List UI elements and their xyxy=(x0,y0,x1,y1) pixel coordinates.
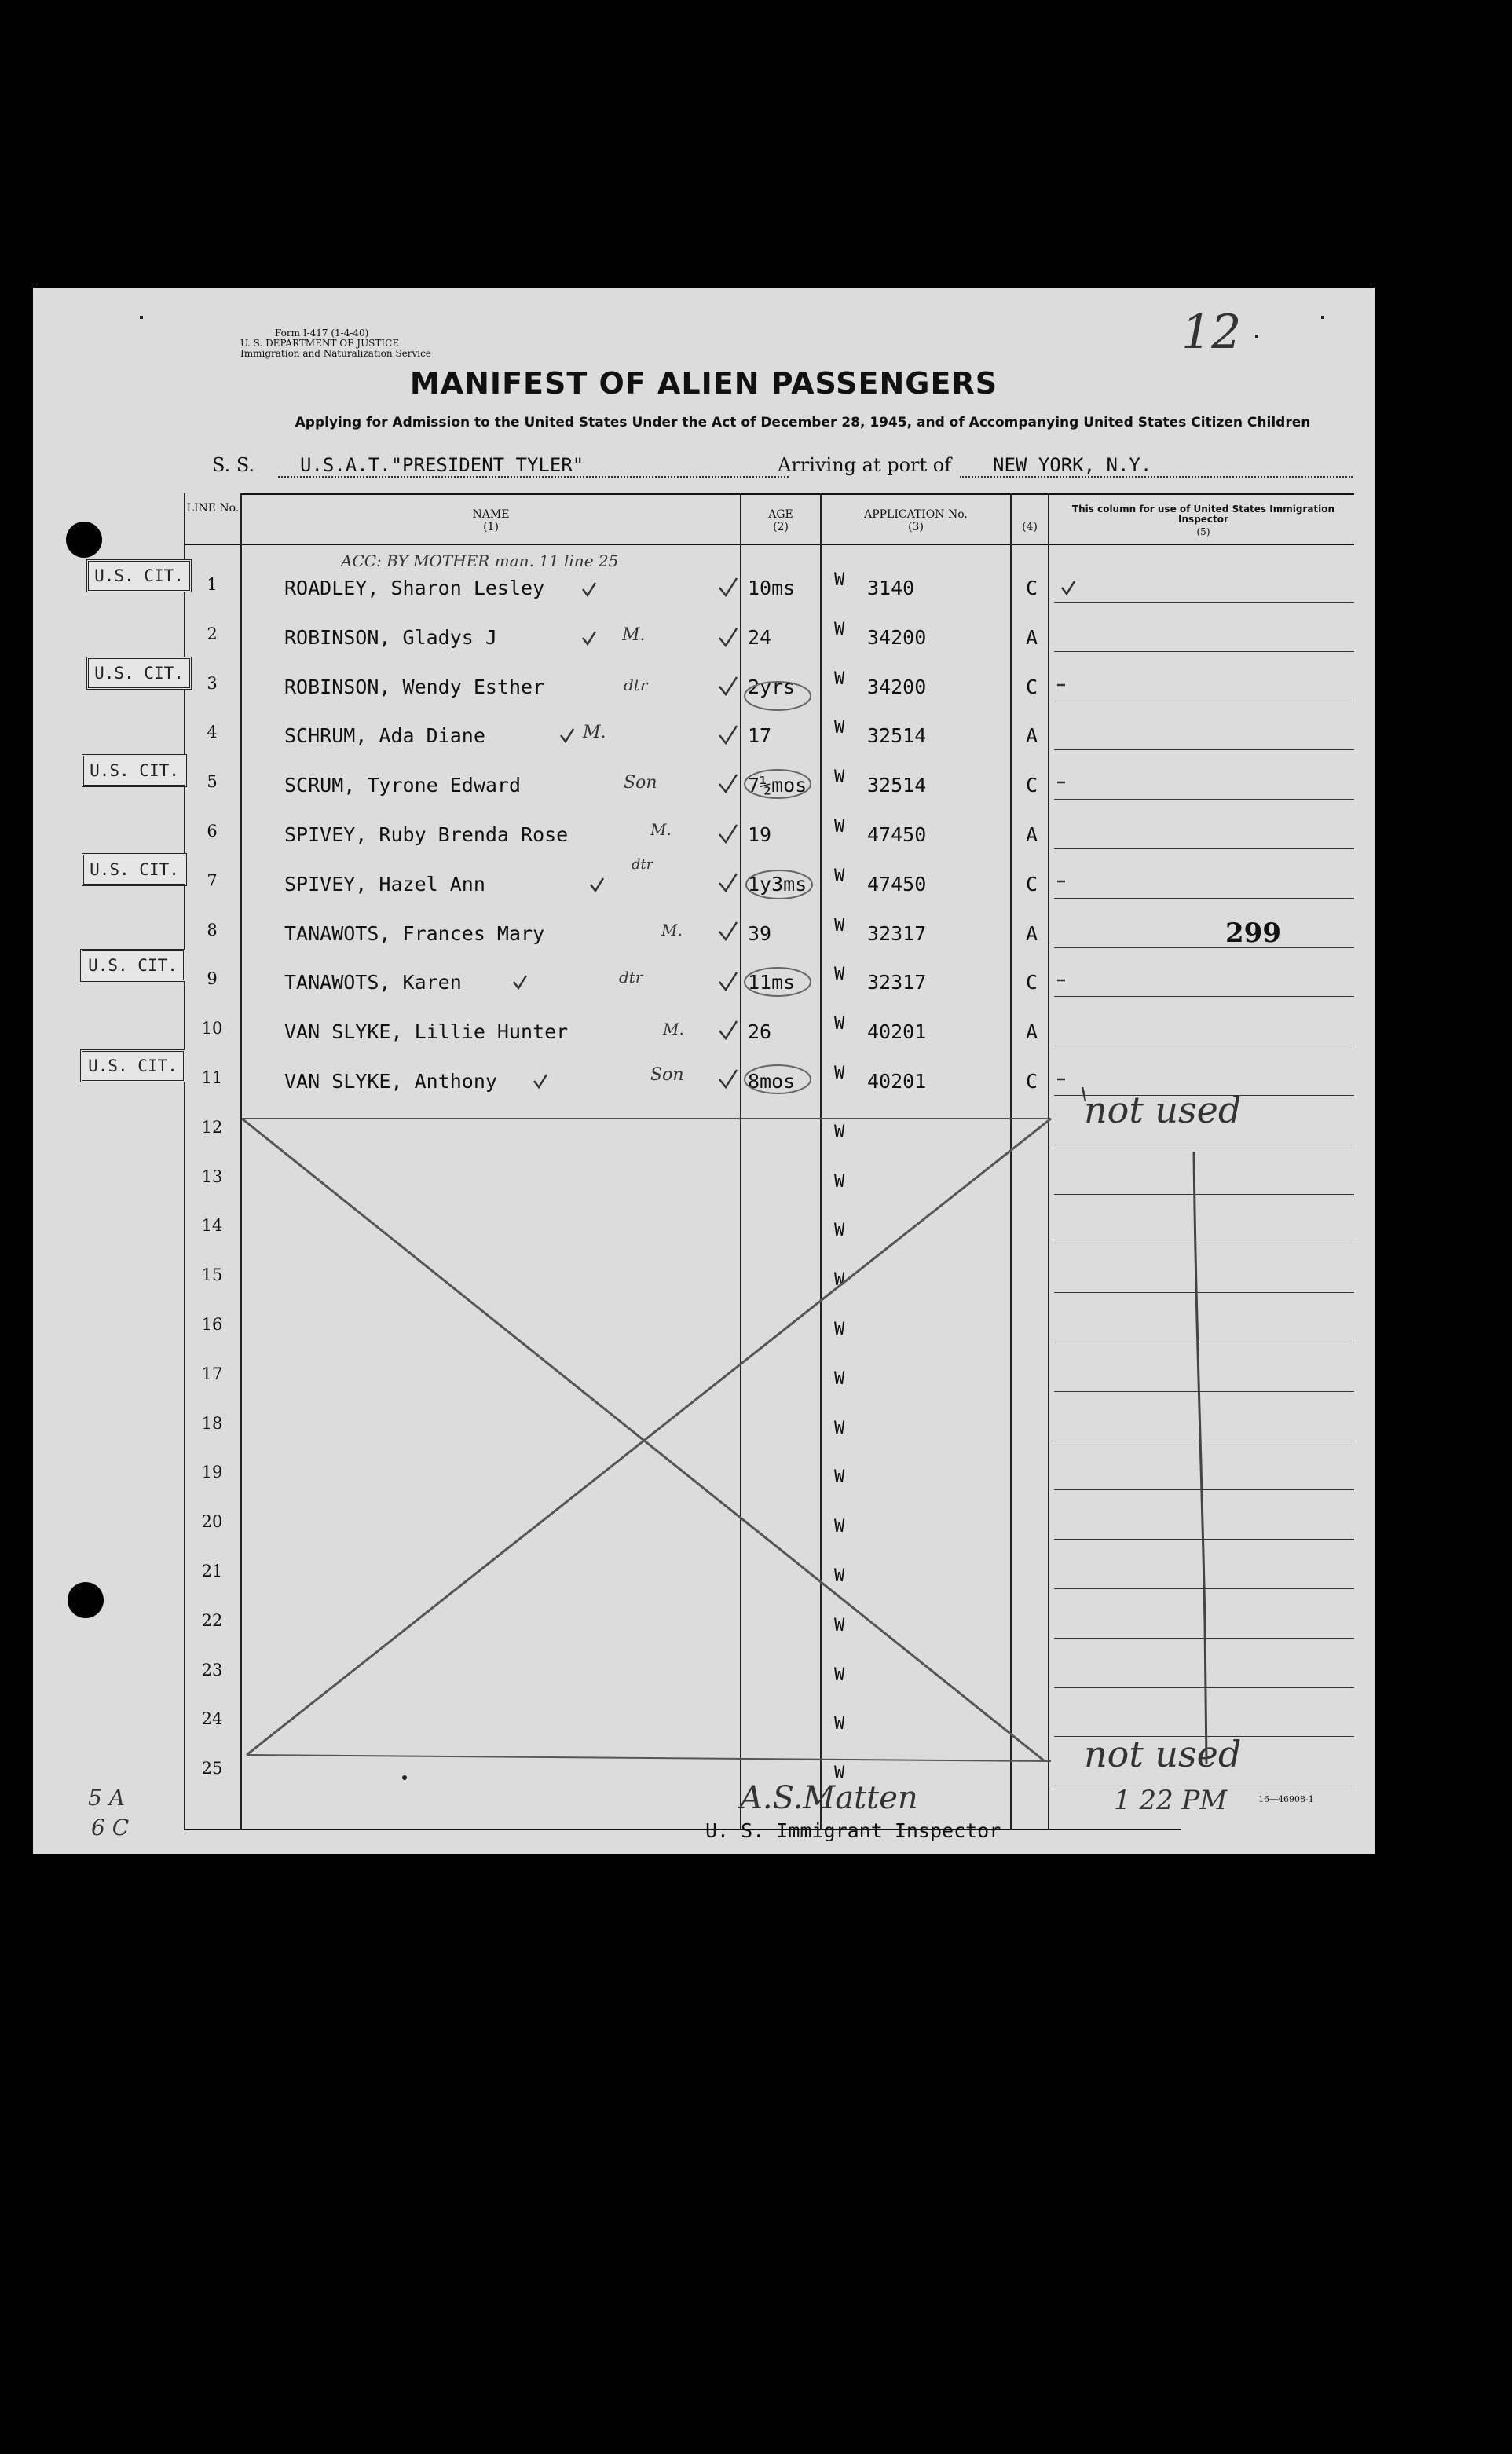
inspector-strike-line xyxy=(1194,1152,1206,1764)
passenger-name: TANAWOTS, Karen xyxy=(284,971,462,994)
tally-children: 6 C xyxy=(91,1815,130,1840)
relation-son-mark: Son xyxy=(650,1065,684,1085)
application-number: 34200 xyxy=(867,625,927,649)
cross-out-bottom xyxy=(247,1755,1051,1761)
line-number: 2 xyxy=(207,624,218,643)
admission-class: A xyxy=(1026,823,1038,846)
line-number: 24 xyxy=(201,1709,223,1729)
admission-class: C xyxy=(1026,675,1038,698)
application-prefix: W xyxy=(834,1221,845,1241)
manifest-document xyxy=(33,288,1375,1854)
passenger-name: VAN SLYKE, Anthony xyxy=(284,1070,497,1093)
application-prefix: W xyxy=(834,1014,845,1035)
application-prefix: W xyxy=(834,1615,845,1635)
line-number: 12 xyxy=(201,1117,223,1137)
line-number: 9 xyxy=(207,969,218,989)
line-number: 1 xyxy=(207,575,218,594)
passenger-count: 299 xyxy=(1225,918,1281,949)
line-number: 19 xyxy=(201,1463,223,1482)
relation-daughter-mark: dtr xyxy=(632,856,653,873)
application-prefix: W xyxy=(834,1714,845,1734)
line-number: 20 xyxy=(201,1512,223,1532)
admission-class: C xyxy=(1026,1070,1038,1093)
line-number: 25 xyxy=(201,1759,223,1778)
application-number: 47450 xyxy=(867,872,927,896)
passenger-age: 24 xyxy=(748,625,772,649)
form-department: U. S. DEPARTMENT OF JUSTICE xyxy=(240,338,400,349)
application-number: 32514 xyxy=(867,724,927,748)
application-prefix: W xyxy=(834,1517,845,1537)
not-used-note-bottom: not used xyxy=(1084,1733,1242,1775)
application-prefix: W xyxy=(834,1064,845,1083)
speck xyxy=(140,316,143,319)
line-number: 8 xyxy=(207,920,218,939)
line-number: 23 xyxy=(201,1660,223,1679)
passenger-age: 2yrs xyxy=(748,675,796,698)
form-service: Immigration and Naturalization Service xyxy=(240,348,431,359)
age-circle xyxy=(745,682,811,710)
passenger-age: 26 xyxy=(748,1020,772,1044)
us-cit-stamp: U.S. CIT. xyxy=(80,1049,185,1082)
application-prefix: W xyxy=(834,767,845,788)
us-cit-stamp: U.S. CIT. xyxy=(86,559,192,592)
tally-adults: 5 A xyxy=(88,1785,125,1811)
speck xyxy=(1255,335,1258,338)
us-cit-stamp: U.S. CIT. xyxy=(82,853,187,886)
passenger-name: ROBINSON, Gladys J xyxy=(284,625,497,649)
admission-class: C xyxy=(1026,774,1038,797)
passenger-age: 7½mos xyxy=(748,774,807,797)
line-number: 4 xyxy=(207,723,218,742)
admission-class: A xyxy=(1026,724,1038,748)
line-number: 14 xyxy=(201,1216,223,1236)
relation-son-mark: Son xyxy=(624,773,657,793)
passenger-name: SPIVEY, Hazel Ann xyxy=(284,872,485,896)
application-prefix: W xyxy=(834,1270,845,1291)
handwritten-markings xyxy=(33,288,1375,1854)
application-prefix: W xyxy=(834,1171,845,1192)
application-prefix: W xyxy=(834,1122,845,1142)
passenger-age: 11ms xyxy=(748,971,796,994)
relation-mother-mark: M. xyxy=(663,1020,684,1038)
header-name: NAME xyxy=(472,508,510,521)
port-name: NEW YORK, N.Y. xyxy=(993,454,1152,476)
passenger-name: SPIVEY, Ruby Brenda Rose xyxy=(284,823,569,846)
application-prefix: W xyxy=(834,1368,845,1389)
relation-daughter-mark: dtr xyxy=(624,676,648,694)
admission-class: C xyxy=(1026,577,1038,599)
form-number: Form I-417 (1-4-40) xyxy=(275,328,369,339)
passenger-age: 19 xyxy=(748,823,772,846)
passenger-age: 1y3ms xyxy=(748,872,807,896)
age-circle xyxy=(745,968,811,996)
line-number: 10 xyxy=(201,1019,223,1038)
line-number: 3 xyxy=(207,673,218,693)
application-number: 34200 xyxy=(867,675,927,698)
relation-mother-mark: M. xyxy=(650,820,672,839)
arrival-time: 1 22 PM xyxy=(1114,1785,1228,1816)
passenger-age: 17 xyxy=(748,724,772,748)
admission-class: C xyxy=(1026,872,1038,896)
header-name-num: (1) xyxy=(483,521,499,533)
us-cit-stamp: U.S. CIT. xyxy=(82,754,187,787)
print-code: 16—46908-1 xyxy=(1258,1794,1314,1804)
passenger-name: ROBINSON, Wendy Esther xyxy=(284,675,545,698)
admission-class: A xyxy=(1026,921,1038,945)
line-number: 22 xyxy=(201,1610,223,1630)
admission-class: A xyxy=(1026,1020,1038,1044)
application-prefix: W xyxy=(834,965,845,985)
line-number: 7 xyxy=(207,870,218,890)
application-prefix: W xyxy=(834,718,845,738)
passenger-name: TANAWOTS, Frances Mary xyxy=(284,921,545,945)
passenger-age: 39 xyxy=(748,921,772,945)
passenger-age: 8mos xyxy=(748,1070,796,1093)
line-number: 18 xyxy=(201,1413,223,1433)
application-prefix: W xyxy=(834,1320,845,1339)
application-number: 32514 xyxy=(867,774,927,797)
application-prefix: W xyxy=(834,570,845,590)
age-circle xyxy=(745,770,811,798)
inspector-signature: A.S.Matten xyxy=(740,1780,918,1816)
document-title: MANIFEST OF ALIEN PASSENGERS xyxy=(409,366,998,401)
application-prefix: W xyxy=(834,1665,845,1685)
application-number: 40201 xyxy=(867,1020,927,1044)
line-number: 6 xyxy=(207,822,218,841)
relation-mother-mark: M. xyxy=(583,723,606,742)
page-number: 12 xyxy=(1181,305,1242,360)
ship-name: U.S.A.T."PRESIDENT TYLER" xyxy=(300,454,584,476)
application-prefix: W xyxy=(834,866,845,886)
speck xyxy=(402,1775,407,1780)
line-number: 13 xyxy=(201,1167,223,1186)
application-number: 47450 xyxy=(867,823,927,846)
application-number: 40201 xyxy=(867,1070,927,1093)
application-prefix: W xyxy=(834,915,845,936)
application-prefix: W xyxy=(834,1764,845,1784)
passenger-name: SCHRUM, Ada Diane xyxy=(284,724,485,748)
application-prefix: W xyxy=(834,668,845,689)
port-label: Arriving at port of xyxy=(778,454,952,476)
speck xyxy=(1321,316,1324,319)
not-used-note-top: not used xyxy=(1084,1089,1242,1131)
application-number: 3140 xyxy=(867,577,915,599)
passenger-name: VAN SLYKE, Lillie Hunter xyxy=(284,1020,569,1044)
line-number: 15 xyxy=(201,1265,223,1285)
application-prefix: W xyxy=(834,1418,845,1438)
application-number: 32317 xyxy=(867,921,927,945)
relation-daughter-mark: dtr xyxy=(619,968,643,987)
passenger-age: 10ms xyxy=(748,577,796,599)
passenger-name: SCRUM, Tyrone Edward xyxy=(284,774,522,797)
us-cit-stamp: U.S. CIT. xyxy=(86,657,192,690)
document-subtitle: Applying for Admission to the United States Under the Act of December 28, 1945, and of Accompanying United States Citizen Children xyxy=(295,415,1311,430)
ship-label: S. S. xyxy=(212,454,255,476)
line-number: 16 xyxy=(201,1315,223,1334)
cross-out-line xyxy=(247,1119,1051,1755)
header-age-num: (2) xyxy=(773,521,789,533)
application-prefix: W xyxy=(834,817,845,837)
line-number: 17 xyxy=(201,1364,223,1383)
header-inspector-num: (5) xyxy=(1196,526,1210,537)
line-number: 21 xyxy=(201,1562,223,1580)
passenger-name: ROADLEY, Sharon Lesley xyxy=(284,577,545,599)
inspector-label: U. S. Immigrant Inspector xyxy=(705,1819,1001,1842)
age-circle xyxy=(745,1065,811,1093)
header-age: AGE xyxy=(768,508,793,521)
relation-mother-mark: M. xyxy=(622,625,646,645)
admission-class: C xyxy=(1026,971,1038,994)
relation-mother-mark: M. xyxy=(661,921,683,939)
line-number: 11 xyxy=(201,1068,223,1087)
header-inspector: This column for use of United States Immigration Inspector xyxy=(1071,504,1335,525)
us-cit-stamp: U.S. CIT. xyxy=(80,949,185,982)
check-marks xyxy=(514,578,1085,1101)
admission-class: A xyxy=(1026,625,1038,649)
application-prefix: W xyxy=(834,619,845,639)
application-number: 32317 xyxy=(867,971,927,994)
age-circle xyxy=(746,870,812,899)
application-prefix: W xyxy=(834,1467,845,1488)
header-application: APPLICATION No. xyxy=(864,508,968,521)
line-number: 5 xyxy=(207,772,218,792)
header-line-no: LINE No. xyxy=(186,502,240,515)
header-application-num: (3) xyxy=(908,521,924,533)
header-col4-num: (4) xyxy=(1022,521,1038,533)
row1-handwritten-note: ACC: BY MOTHER man. 11 line 25 xyxy=(341,551,619,570)
application-prefix: W xyxy=(834,1566,845,1586)
